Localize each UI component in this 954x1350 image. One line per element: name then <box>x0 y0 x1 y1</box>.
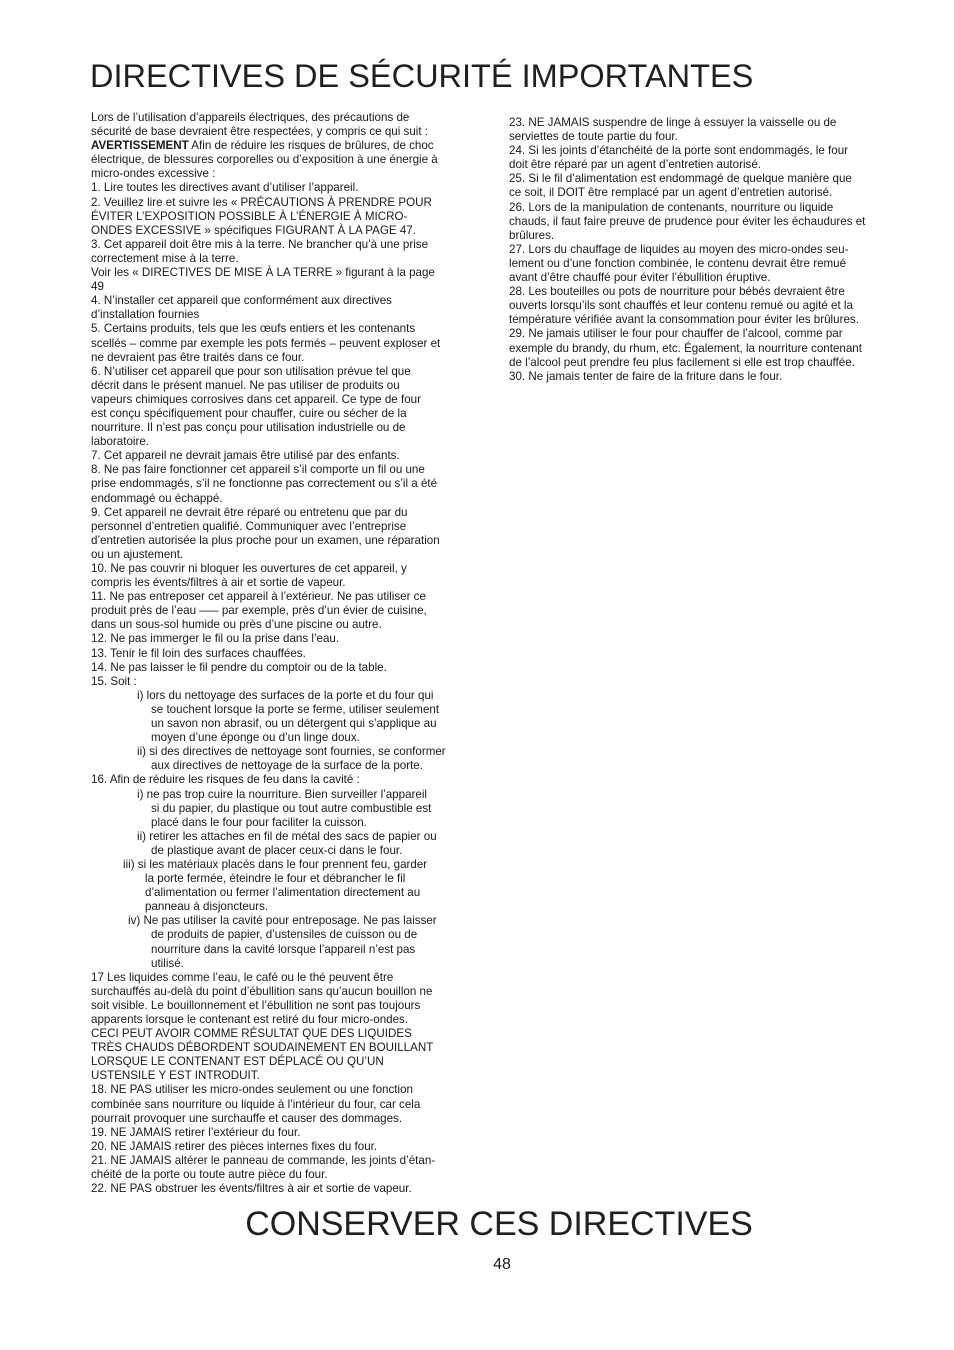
text-line <box>91 689 486 703</box>
text-line <box>91 534 486 548</box>
line-text: lement ou d’une fonction combinée, le contenu devrait être remué <box>509 256 847 270</box>
text-line <box>509 370 909 384</box>
line-text: d’alimentation ou fermer l’alimentation directement au <box>145 886 421 900</box>
text-line <box>91 717 486 731</box>
line-text: se touchent lorsque la porte se ferme, utiliser seulement <box>151 702 440 716</box>
line-text: ou un ajustement. <box>91 547 184 561</box>
text-line <box>91 914 486 928</box>
text-line <box>509 229 909 243</box>
text-line <box>91 1126 486 1140</box>
text-line <box>91 477 486 491</box>
line-text: 19. NE JAMAIS retirer l’extérieur du four. <box>91 1125 301 1139</box>
line-text: 21. NE JAMAIS altérer le panneau de commande, les joints d’étan- <box>91 1153 436 1167</box>
line-text: 1. Lire toutes les directives avant d’utiliser l’appareil. <box>91 181 359 195</box>
text-line <box>91 858 486 872</box>
text-line <box>91 393 486 407</box>
text-line <box>91 238 486 252</box>
text-line <box>91 1182 486 1196</box>
text-line <box>91 731 486 745</box>
line-text: placé dans le four pour faciliter la cuisson. <box>151 815 367 829</box>
text-line <box>91 943 486 957</box>
text-line <box>91 407 486 421</box>
line-text: dans un sous-sol humide ou près d’une piscine ou autre. <box>91 618 382 632</box>
text-line <box>509 342 909 356</box>
text-line <box>91 1098 486 1112</box>
page-number: 48 <box>493 1256 511 1273</box>
line-text: ce soit, il DOIT être remplacé par un agent d’entretien autorisé. <box>509 186 833 200</box>
line-text: décrit dans le présent manuel. Ne pas utiliser de produits ou <box>91 378 400 392</box>
line-text: i) ne pas trop cuire la nourriture. Bien surveiller l’appareil <box>137 787 427 801</box>
line-text: d’entretien autorisée la plus proche pour un examen, une réparation <box>91 533 440 547</box>
line-text: 12. Ne pas immerger le fil ou la prise dans l’eau. <box>91 632 340 646</box>
line-text: panneau à disjoncteurs. <box>145 900 269 914</box>
text-line <box>91 308 486 322</box>
text-line <box>91 647 486 661</box>
line-text: 13. Tenir le fil loin des surfaces chauffées. <box>91 646 306 660</box>
text-line <box>91 181 486 195</box>
line-text: 17 Les liquides comme l’eau, le café ou le thé peuvent être <box>91 970 394 984</box>
line-text: chéité de la porte ou toute autre pièce du four. <box>91 1168 328 1182</box>
text-line <box>509 356 909 370</box>
text-line <box>91 520 486 534</box>
line-text: i) lors du nettoyage des surfaces de la porte et du four qui <box>137 688 434 702</box>
line-text: laboratoire. <box>91 435 150 449</box>
text-line <box>91 1027 486 1041</box>
text-line <box>91 562 486 576</box>
text-line <box>91 1168 486 1182</box>
text-line <box>509 186 909 200</box>
text-line <box>91 985 486 999</box>
text-line <box>91 971 486 985</box>
line-text: ONDES EXCESSIVE » spécifiques FIGURANT À LA PAGE 47. <box>91 223 416 237</box>
line-text: aux directives de nettoyage de la surface de la porte. <box>151 759 423 773</box>
text-line <box>91 999 486 1013</box>
text-line <box>509 271 909 285</box>
line-text: 27. Lors du chauffage de liquides au moyen des micro-ondes seu- <box>509 242 849 256</box>
text-line <box>91 928 486 942</box>
text-line <box>91 576 486 590</box>
text-line <box>91 1154 486 1168</box>
line-text: 26. Lors de la manipulation de contenants, nourriture ou liquide <box>509 200 834 214</box>
line-text: 49 <box>91 280 104 294</box>
line-text: produit près de l’eau ––– par exemple, près d’un évier de cuisine, <box>91 604 427 618</box>
line-text: sécurité de base devraient être respectées, y compris ce qui suit : <box>91 125 429 139</box>
line-text: 24. Si les joints d’étanchéité de la porte sont endommagés, le four <box>509 144 848 158</box>
line-text: combinée sans nourriture ou liquide à l’intérieur du four, car cela <box>91 1097 421 1111</box>
line-text: ouverts lorsqu’ils sont chauffés et leur contenu remué ou agité et la <box>509 299 853 313</box>
line-text: 30. Ne jamais tenter de faire de la friture dans le four. <box>509 369 783 383</box>
text-line <box>91 167 486 181</box>
line-text: nourriture dans la cavité lorsque l’appareil n’est pas <box>151 942 416 956</box>
text-line <box>91 1055 486 1069</box>
line-text: scellés – comme par exemple les pots fermés – peuvent exploser et <box>91 336 441 350</box>
line-text: un savon non abrasif, ou un détergent qui s’applique au <box>151 717 437 731</box>
text-line <box>509 158 909 172</box>
text-line <box>91 506 486 520</box>
text-line <box>91 266 486 280</box>
text-line <box>509 257 909 271</box>
right-column <box>509 116 909 384</box>
line-text: si du papier, du plastique ou tout autre combustible est <box>151 801 432 815</box>
line-text: correctement mise à la terre. <box>91 251 239 265</box>
text-line <box>91 337 486 351</box>
text-line <box>91 224 486 238</box>
text-line <box>91 1013 486 1027</box>
text-line <box>91 280 486 294</box>
line-text: 9. Cet appareil ne devrait être réparé ou entretenu que par du <box>91 505 408 519</box>
text-line <box>91 1083 486 1097</box>
line-text: 23. NE JAMAIS suspendre de linge à essuyer la vaisselle ou de <box>509 116 837 129</box>
line-text: de produits de papier, d’ustensiles de cuisson ou de <box>151 928 418 942</box>
line-text: 15. Soit : <box>91 674 137 688</box>
text-line <box>509 130 909 144</box>
line-text: TRÈS CHAUDS DÉBORDENT SOUDAINEMENT EN BOUILLANT <box>91 1041 434 1055</box>
text-line <box>509 215 909 229</box>
text-line <box>91 125 486 139</box>
line-text: 22. NE PAS obstruer les évents/filtres à air et sortie de vapeur. <box>91 1182 412 1196</box>
line-text: serviettes de toute partie du four. <box>509 130 678 144</box>
text-line <box>91 153 486 167</box>
text-line <box>91 252 486 266</box>
line-text: 4. N’installer cet appareil que conformément aux directives <box>91 294 392 308</box>
line-text: ne devraient pas être traités dans ce four. <box>91 350 305 364</box>
text-line <box>91 463 486 477</box>
text-line <box>91 816 486 830</box>
line-text: micro-ondes excessive : <box>91 167 216 181</box>
line-text: est conçu spécifiquement pour chauffer, cuire ou sécher de la <box>91 406 407 420</box>
line-text: 18. NE PAS utiliser les micro-ondes seulement ou une fonction <box>91 1083 413 1097</box>
text-line <box>91 1112 486 1126</box>
text-line <box>91 111 486 125</box>
text-line <box>91 957 486 971</box>
line-text: 5. Certains produits, tels que les œufs entiers et les contenants <box>91 322 416 336</box>
text-line <box>509 285 909 299</box>
text-line <box>91 802 486 816</box>
text-line <box>91 604 486 618</box>
line-text: avant d’être chauffé pour éviter l’ébullition éruptive. <box>509 271 771 285</box>
text-line <box>91 492 486 506</box>
line-text: 25. Si le fil d’alimentation est endommagé de quelque manière que <box>509 172 852 186</box>
line-text: brûlures. <box>509 228 555 242</box>
line-text: de plastique avant de placer ceux-ci dans le four. <box>151 843 403 857</box>
line-text: électrique, de blessures corporelles ou d’exposition à une énergie à <box>91 153 438 167</box>
text-line <box>91 1041 486 1055</box>
text-line <box>91 548 486 562</box>
line-text: iii) si les matériaux placés dans le four prennent feu, garder <box>123 857 428 871</box>
line-text: Afin de réduire les risques de brûlures, de choc <box>188 139 434 153</box>
line-text: moyen d’une éponge ou d’un linge doux. <box>151 731 360 745</box>
line-text: 29. Ne jamais utiliser le four pour chauffer de l’alcool, comme par <box>509 327 843 341</box>
line-text: la porte fermée, éteindre le four et débrancher le fil <box>145 872 406 886</box>
text-line <box>91 773 486 787</box>
line-text: 28. Les bouteilles ou pots de nourriture pour bébés devraient être <box>509 285 845 299</box>
text-line <box>91 830 486 844</box>
line-text: Lors de l’utilisation d’appareils électriques, des précautions de <box>91 111 410 124</box>
line-text: soit visible. Le bouillonnement et l’ébullition ne sont pas toujours <box>91 998 421 1012</box>
text-line <box>91 900 486 914</box>
line-text: de l’alcool peut prendre feu plus facilement si elle est trop chauffée. <box>509 355 855 369</box>
line-text: ii) retirer les attaches en fil de métal des sacs de papier ou <box>137 829 437 843</box>
line-text: prise endommagés, s’il ne fonctionne pas correctement ou s’il a été <box>91 477 438 491</box>
line-text: nourriture. Il n’est pas conçu pour utilisation industrielle ou de <box>91 421 406 435</box>
line-text: d’installation fournies <box>91 308 200 322</box>
text-line <box>91 139 486 153</box>
text-line <box>509 116 909 130</box>
text-line <box>91 351 486 365</box>
footer-title: CONSERVER CES DIRECTIVES <box>245 1205 753 1243</box>
line-text: compris les évents/filtres à air et sortie de vapeur. <box>91 576 346 590</box>
text-line <box>91 745 486 759</box>
text-line <box>509 201 909 215</box>
text-line <box>91 759 486 773</box>
line-text: iv) Ne pas utiliser la cavité pour entreposage. Ne pas laisser <box>128 914 437 928</box>
line-text: surchauffés au-delà du point d’ébullition sans qu’aucun bouillon ne <box>91 984 433 998</box>
text-line <box>91 872 486 886</box>
line-text: endommagé ou échappé. <box>91 491 223 505</box>
text-line <box>91 210 486 224</box>
text-line <box>91 294 486 308</box>
text-line <box>91 703 486 717</box>
text-line <box>509 243 909 257</box>
line-text: 14. Ne pas laisser le fil pendre du comptoir ou de la table. <box>91 660 387 674</box>
text-line <box>91 618 486 632</box>
text-line <box>91 421 486 435</box>
text-line <box>509 299 909 313</box>
text-line <box>91 365 486 379</box>
text-line <box>509 313 909 327</box>
line-text: ii) si des directives de nettoyage sont fournies, se conformer <box>137 745 446 759</box>
line-text: utilisé. <box>151 956 184 970</box>
line-text: doit être réparé par un agent d’entretien autorisé. <box>509 158 762 172</box>
text-line <box>91 788 486 802</box>
text-line <box>91 322 486 336</box>
line-text: 20. NE JAMAIS retirer des pièces internes fixes du four. <box>91 1139 378 1153</box>
line-text: 10. Ne pas couvrir ni bloquer les ouvertures de cet appareil, y <box>91 562 407 575</box>
text-line <box>91 435 486 449</box>
line-text: apparents lorsque le contenant est retiré du four micro-ondes. <box>91 1013 409 1026</box>
text-line <box>91 1140 486 1154</box>
text-line <box>91 661 486 675</box>
text-line <box>91 196 486 210</box>
line-text: pourrait provoquer une surchauffe et causer des dommages. <box>91 1111 403 1125</box>
line-text: 2. Veuillez lire et suivre les « PRÉCAUTIONS À PRENDRE POUR <box>91 195 432 209</box>
line-text: USTENSILE Y EST INTRODUIT. <box>91 1069 260 1083</box>
text-line <box>91 886 486 900</box>
line-text: CECI PEUT AVOIR COMME RÉSULTAT QUE DES LIQUIDES <box>91 1027 412 1041</box>
text-line <box>509 327 909 341</box>
text-line <box>91 844 486 858</box>
line-text: Voir les « DIRECTIVES DE MISE À LA TERRE » figurant à la page <box>91 266 435 280</box>
text-line <box>91 449 486 463</box>
text-line <box>91 632 486 646</box>
line-text: 7. Cet appareil ne devrait jamais être utilisé par des enfants. <box>91 449 400 463</box>
line-text: LORSQUE LE CONTENANT EST DÉPLACÉ OU QU’UN <box>91 1055 384 1069</box>
line-text: 16. Afin de réduire les risques de feu dans la cavité : <box>91 773 360 787</box>
line-text: chauds, il faut faire preuve de prudence pour éviter les échaudures et <box>509 214 866 228</box>
line-text: exemple du brandy, du rhum, etc. Également, la nourriture contenant <box>509 341 862 355</box>
text-line <box>509 172 909 186</box>
line-text: vapeurs chimiques corrosives dans cet appareil. Ce type de four <box>91 392 421 406</box>
line-text: personnel d’entretien qualifié. Communiquer avec l’entreprise <box>91 519 407 533</box>
line-text: 6. N’utiliser cet appareil que pour son utilisation prévue tel que <box>91 364 411 378</box>
page-title: DIRECTIVES DE SÉCURITÉ IMPORTANTES <box>90 58 754 94</box>
text-line <box>91 379 486 393</box>
text-line <box>509 144 909 158</box>
warning-label: AVERTISSEMENT <box>91 139 189 153</box>
text-line <box>91 590 486 604</box>
line-text: température vérifiée avant la consommation pour éviter les brûlures. <box>509 313 859 327</box>
line-text: 8. Ne pas faire fonctionner cet appareil s’il comporte un fil ou une <box>91 463 425 477</box>
text-line <box>91 675 486 689</box>
line-text: 3. Cet appareil doit être mis à la terre. Ne brancher qu’à une prise <box>91 237 429 251</box>
left-column <box>91 111 486 1196</box>
line-text: ÉVITER L’EXPOSITION POSSIBLE À L’ÉNERGIE À MICRO- <box>91 209 408 223</box>
text-line <box>91 1069 486 1083</box>
line-text: 11. Ne pas entreposer cet appareil à l’extérieur. Ne pas utiliser ce <box>91 590 426 604</box>
